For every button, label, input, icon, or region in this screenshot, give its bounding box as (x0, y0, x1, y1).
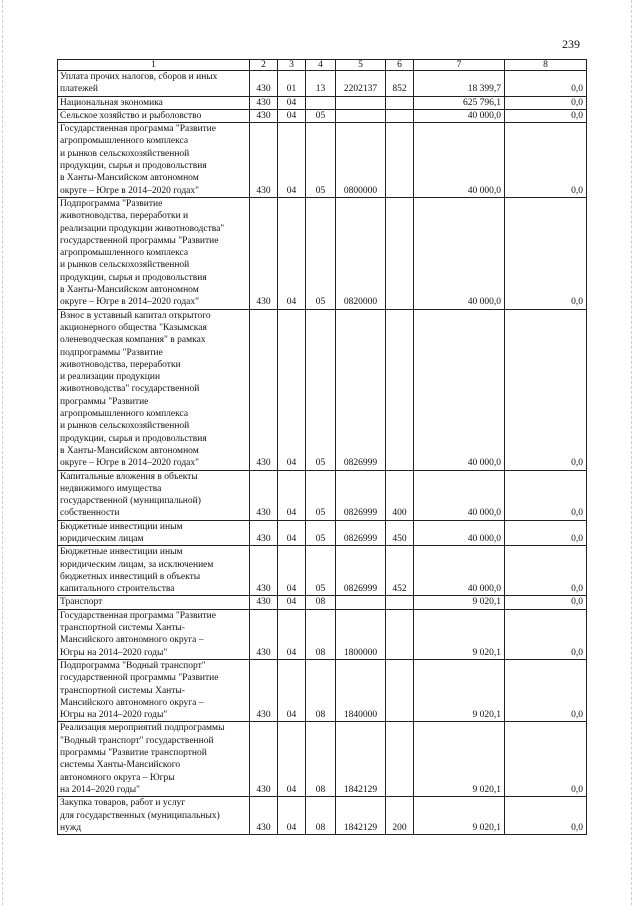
row-col6-cell (386, 722, 414, 797)
row-col4-cell: 05 (306, 470, 336, 520)
row-col6-cell (386, 109, 414, 122)
row-col5-cell: 0826999 (336, 546, 386, 596)
row-col3-cell: 04 (278, 96, 306, 109)
row-col5-cell: 1842129 (336, 722, 386, 797)
row-col8-cell: 0,0 (505, 96, 587, 109)
row-col8-cell: 0,0 (505, 659, 587, 721)
row-col2-cell: 430 (250, 309, 278, 470)
row-col6-cell (386, 659, 414, 721)
row-col7-cell: 40 000,0 (414, 520, 505, 546)
row-col8-cell: 0,0 (505, 470, 587, 520)
row-col8-cell: 0,0 (505, 546, 587, 596)
table-row (58, 722, 587, 797)
row-col5-cell: 1840000 (336, 659, 386, 721)
table-row (58, 659, 587, 721)
row-name-cell: Капитальные вложения в объекты недвижимого имущества государственной (муниципальной) собственности (58, 470, 250, 520)
row-col2-cell: 430 (250, 546, 278, 596)
row-col5-cell: 0800000 (336, 123, 386, 198)
row-col8-cell: 0,0 (505, 109, 587, 122)
row-col5-cell (336, 109, 386, 122)
header-cell-5: 5 (336, 60, 386, 71)
row-col7-cell: 40 000,0 (414, 470, 505, 520)
row-col2-cell: 430 (250, 609, 278, 659)
table-row (58, 797, 587, 835)
scan-edge-left (2, 0, 4, 905)
row-col2-cell: 430 (250, 123, 278, 198)
header-cell-3: 3 (278, 60, 306, 71)
row-col6-cell: 452 (386, 546, 414, 596)
table-row (58, 309, 587, 470)
row-name-cell: Транспорт (58, 596, 250, 609)
row-col2-cell: 430 (250, 71, 278, 97)
row-col7-cell: 625 796,1 (414, 96, 505, 109)
row-col2-cell: 430 (250, 96, 278, 109)
row-col6-cell (386, 609, 414, 659)
row-col3-cell: 04 (278, 123, 306, 198)
header-cell-4: 4 (306, 60, 336, 71)
row-col5-cell: 0826999 (336, 470, 386, 520)
row-col3-cell: 04 (278, 470, 306, 520)
row-col5-cell: 0826999 (336, 309, 386, 470)
row-col3-cell: 04 (278, 659, 306, 721)
budget-table (57, 59, 587, 835)
row-col8-cell: 0,0 (505, 520, 587, 546)
table-row (58, 546, 587, 596)
row-name-cell: Подпрограмма "Водный транспорт" государственной программы "Развитие транспортной системы Ханты- Мансийского автономного округа – Югры на 2014–2020 годы" (58, 659, 250, 721)
header-cell-2: 2 (250, 60, 278, 71)
row-col8-cell: 0,0 (505, 609, 587, 659)
row-col5-cell: 1800000 (336, 609, 386, 659)
row-col7-cell: 18 399,7 (414, 71, 505, 97)
row-col6-cell: 852 (386, 71, 414, 97)
row-col3-cell: 01 (278, 71, 306, 97)
table-body (58, 60, 587, 835)
row-col4-cell: 08 (306, 609, 336, 659)
row-col4-cell (306, 96, 336, 109)
row-col2-cell: 430 (250, 109, 278, 122)
row-col5-cell (336, 596, 386, 609)
row-name-cell: Бюджетные инвестиции иным юридическим лицам (58, 520, 250, 546)
row-col4-cell: 05 (306, 546, 336, 596)
row-col3-cell: 04 (278, 197, 306, 309)
table-row (58, 123, 587, 198)
row-col4-cell: 13 (306, 71, 336, 97)
row-col8-cell: 0,0 (505, 123, 587, 198)
row-col4-cell: 05 (306, 309, 336, 470)
row-col7-cell: 9 020,1 (414, 596, 505, 609)
row-name-cell: Реализация мероприятий подпрограммы "Водный транспорт" государственной программы "Развитие транспортной системы Ханты-Мансийского автономного округа – Югры на 2014–2020 годы" (58, 722, 250, 797)
row-col6-cell (386, 309, 414, 470)
row-col5-cell: 0826999 (336, 520, 386, 546)
row-col6-cell: 400 (386, 470, 414, 520)
row-name-cell: Закупка товаров, работ и услуг для государственных (муниципальных) нужд (58, 797, 250, 835)
row-col4-cell: 05 (306, 197, 336, 309)
row-col3-cell: 04 (278, 546, 306, 596)
table-row (58, 470, 587, 520)
row-col2-cell: 430 (250, 797, 278, 835)
row-name-cell: Подпрограмма "Развитие животноводства, переработки и реализации продукции животноводства" государственной программы "Развитие агропромышленного комплекса и рынков сельскохозяйственной продукции, сырья и продовольствия в Ханты-Мансийском автономном округе – Югре в 2014–2020 годах" (58, 197, 250, 309)
row-col7-cell: 40 000,0 (414, 123, 505, 198)
row-col3-cell: 04 (278, 797, 306, 835)
row-col2-cell: 430 (250, 197, 278, 309)
row-col4-cell: 05 (306, 109, 336, 122)
row-name-cell: Уплата прочих налогов, сборов и иных платежей (58, 71, 250, 97)
row-col4-cell: 08 (306, 797, 336, 835)
row-col6-cell: 200 (386, 797, 414, 835)
row-col3-cell: 04 (278, 609, 306, 659)
row-name-cell: Взнос в уставный капитал открытого акционерного общества "Казымская оленеводческая компания" в рамках подпрограммы "Развитие животноводства, переработки и реализации продукции животноводства" государственной программы "Развитие агропромышленного комплекса и рынков сельскохозяйственной продукции, сырья и продовольствия в Ханты-Мансийском автономном округе – Югре в 2014–2020 годах" (58, 309, 250, 470)
row-col7-cell: 40 000,0 (414, 309, 505, 470)
table-row (58, 96, 587, 109)
row-col6-cell (386, 96, 414, 109)
row-col4-cell: 05 (306, 123, 336, 198)
row-col5-cell: 1842129 (336, 797, 386, 835)
row-col8-cell: 0,0 (505, 722, 587, 797)
row-col3-cell: 04 (278, 109, 306, 122)
table-row (58, 109, 587, 122)
row-col3-cell: 04 (278, 596, 306, 609)
row-col4-cell: 08 (306, 659, 336, 721)
row-col3-cell: 04 (278, 520, 306, 546)
row-col3-cell: 04 (278, 722, 306, 797)
row-col2-cell: 430 (250, 596, 278, 609)
row-col6-cell (386, 123, 414, 198)
row-col2-cell: 430 (250, 722, 278, 797)
row-col7-cell: 9 020,1 (414, 659, 505, 721)
table-row (58, 197, 587, 309)
row-col5-cell: 2202137 (336, 71, 386, 97)
header-cell-1: 1 (58, 60, 250, 71)
row-col3-cell: 04 (278, 309, 306, 470)
table-row (58, 520, 587, 546)
row-col8-cell: 0,0 (505, 197, 587, 309)
row-col7-cell: 9 020,1 (414, 722, 505, 797)
row-col7-cell: 9 020,1 (414, 609, 505, 659)
page-number: 239 (562, 37, 580, 51)
header-cell-8: 8 (505, 60, 587, 71)
row-name-cell: Бюджетные инвестиции иным юридическим лицам, за исключением бюджетных инвестиций в объекты капитального строительства (58, 546, 250, 596)
table-row (58, 596, 587, 609)
header-row (58, 60, 587, 71)
row-col6-cell (386, 596, 414, 609)
row-col6-cell (386, 197, 414, 309)
table-row (58, 71, 587, 97)
row-col5-cell (336, 96, 386, 109)
row-col2-cell: 430 (250, 520, 278, 546)
row-col7-cell: 40 000,0 (414, 546, 505, 596)
row-col5-cell: 0820000 (336, 197, 386, 309)
row-col4-cell: 05 (306, 520, 336, 546)
row-col8-cell: 0,0 (505, 71, 587, 97)
row-col7-cell: 40 000,0 (414, 197, 505, 309)
row-col2-cell: 430 (250, 659, 278, 721)
row-name-cell: Сельское хозяйство и рыболовство (58, 109, 250, 122)
row-col2-cell: 430 (250, 470, 278, 520)
row-name-cell: Национальная экономика (58, 96, 250, 109)
header-cell-6: 6 (386, 60, 414, 71)
row-col4-cell: 08 (306, 596, 336, 609)
row-name-cell: Государственная программа "Развитие агропромышленного комплекса и рынков сельскохозяйственной продукции, сырья и продовольствия в Ханты-Мансийском автономном округе – Югре в 2014–2020 годах" (58, 123, 250, 198)
row-col6-cell: 450 (386, 520, 414, 546)
header-cell-7: 7 (414, 60, 505, 71)
row-name-cell: Государственная программа "Развитие транспортной системы Ханты- Мансийского автономного округа – Югры на 2014–2020 годы" (58, 609, 250, 659)
row-col8-cell: 0,0 (505, 797, 587, 835)
row-col4-cell: 08 (306, 722, 336, 797)
scan-edge-right (631, 0, 633, 905)
row-col7-cell: 40 000,0 (414, 109, 505, 122)
row-col8-cell: 0,0 (505, 596, 587, 609)
row-col8-cell: 0,0 (505, 309, 587, 470)
row-col7-cell: 9 020,1 (414, 797, 505, 835)
table-row (58, 609, 587, 659)
